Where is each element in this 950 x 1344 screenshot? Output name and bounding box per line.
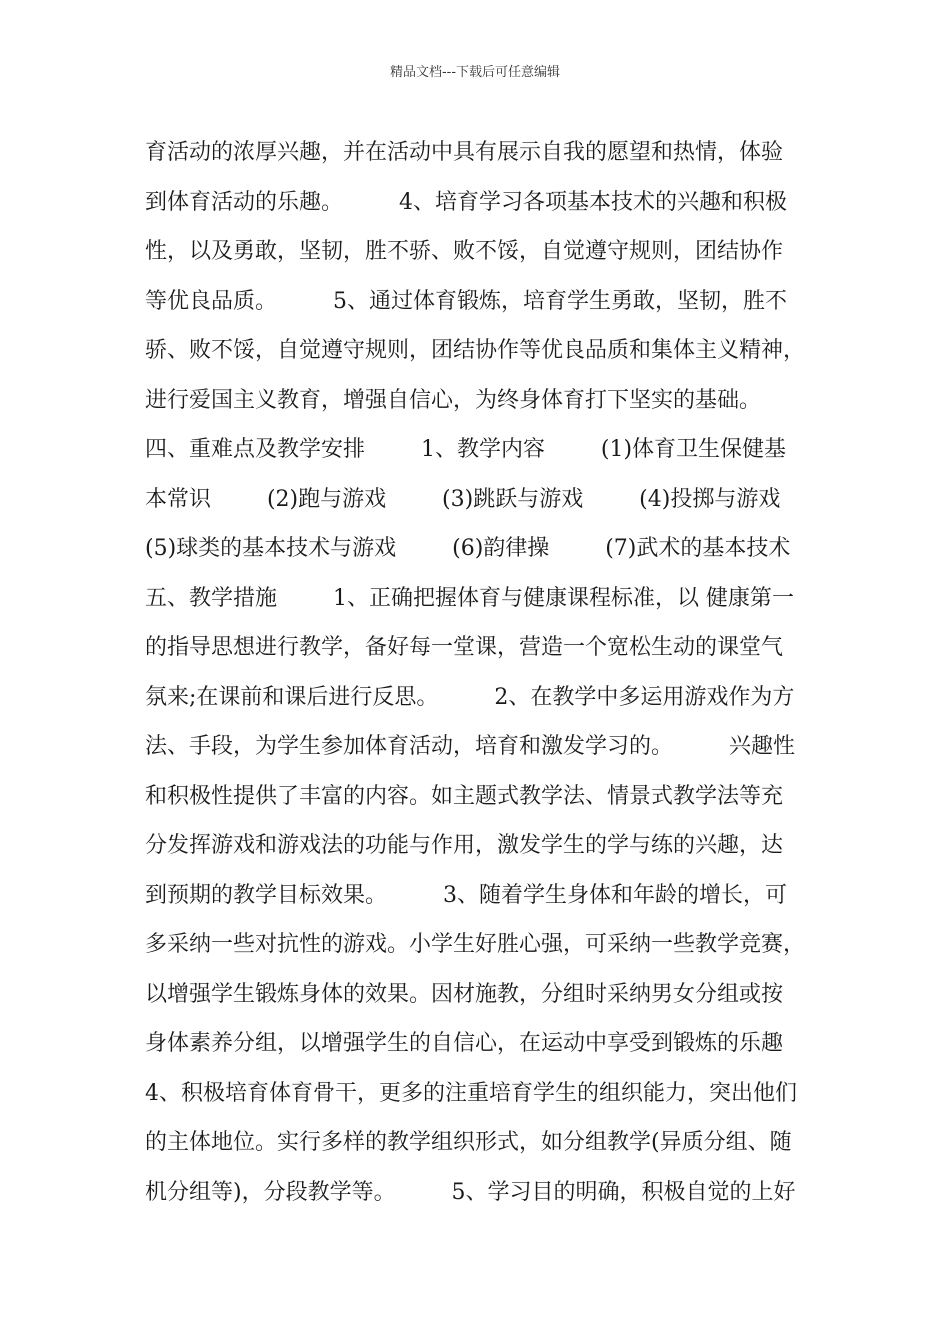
text-line: 本常识 (2)跑与游戏 (3)跳跃与游戏 (4)投掷与游戏 <box>145 486 781 512</box>
text-line: 五、教学措施 1、正确把握体育与健康课程标准，以 健康第一 <box>145 585 794 611</box>
text-line: 的主体地位。实行多样的教学组织形式，如分组教学(异质分组、随 <box>145 1130 792 1155</box>
text-line: 进行爱国主义教育，增强自信心，为终身体育打下坚实的基础。 <box>145 387 762 413</box>
text-line: 机分组等)，分段教学等。 5、学习目的明确，积极自觉的上好 <box>145 1179 796 1205</box>
page-header: 精品文档---下载后可任意编辑 <box>389 65 561 80</box>
text-line: 性，以及勇敢，坚韧，胜不骄、败不馁，自觉遵守规则，团结协作 <box>145 239 784 264</box>
text-line: 多采纳一些对抗性的游戏。小学生好胜心强，可采纳一些教学竞赛， <box>145 932 806 957</box>
text-line: 氛来;在课前和课后进行反思。 2、在教学中多运用游戏作为方 <box>145 684 795 710</box>
text-line: 育活动的浓厚兴趣，并在活动中具有展示自我的愿望和热情，体验 <box>145 140 784 165</box>
text-line: 骄、败不馁，自觉遵守规则，团结协作等优良品质和集体主义精神， <box>145 338 806 363</box>
text-line: 4、积极培育体育骨干，更多的注重培育学生的组织能力，突出他们 <box>145 1080 797 1106</box>
text-line: 以增强学生锻炼身体的效果。因材施教，分组时采纳男女分组或按 <box>145 981 784 1007</box>
text-line: 的指导思想进行教学，备好每一堂课，营造一个宽松生动的课堂气 <box>145 635 784 660</box>
text-line: 到体育活动的乐趣。 4、培育学习各项基本技术的兴趣和积极 <box>145 189 787 215</box>
text-line: (5)球类的基本技术与游戏 (6)韵律操 (7)武术的基本技术 <box>145 536 791 561</box>
text-line: 和积极性提供了丰富的内容。如主题式教学法、情景式教学法等充 <box>145 783 784 809</box>
text-line: 分发挥游戏和游戏法的功能与作用，激发学生的学与练的兴趣，达 <box>145 833 784 858</box>
document-body <box>145 128 825 1217</box>
text-line: 四、重难点及教学安排 1、教学内容 (1)体育卫生保健基 <box>145 437 787 462</box>
text-line: 身体素养分组，以增强学生的自信心，在运动中享受到锻炼的乐趣 <box>145 1031 784 1056</box>
text-line: 等优良品质。 5、通过体育锻炼，培育学生勇敢，坚韧，胜不 <box>145 288 787 314</box>
text-line: 到预期的教学目标效果。 3、随着学生身体和年龄的增长，可 <box>145 882 787 908</box>
text-line: 法、手段，为学生参加体育活动，培育和激发学习的。 兴趣性 <box>145 734 795 759</box>
